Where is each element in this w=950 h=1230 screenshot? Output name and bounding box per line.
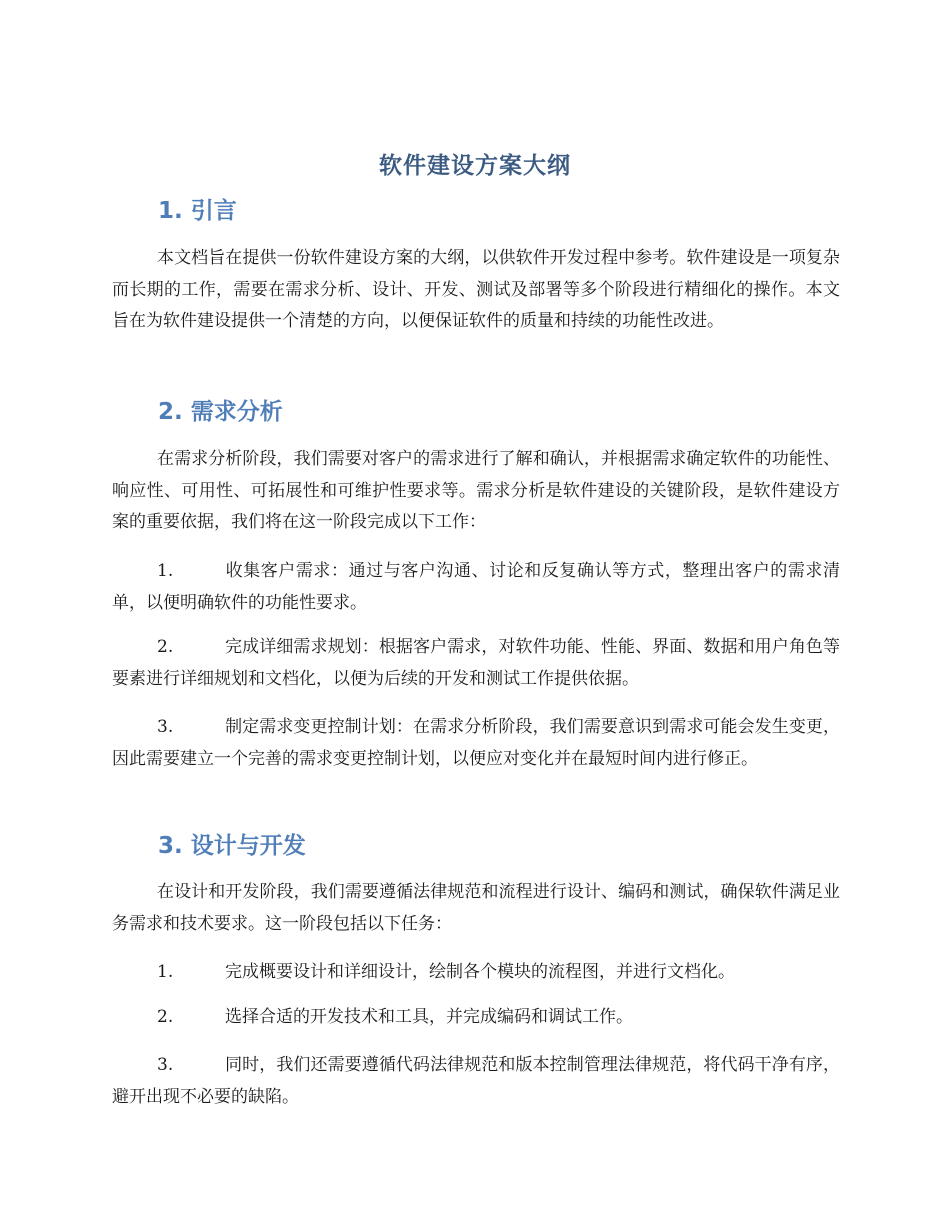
list-item-text: 选择合适的开发技术和工具，并完成编码和调试工作。 xyxy=(225,1007,633,1027)
section-heading-introduction: 1. 引言 xyxy=(158,198,237,224)
list-item-number: 1. xyxy=(157,962,174,982)
list-item-text: 收集客户需求：通过与客户沟通、讨论和反复确认等方式，整理出客户的需求清单，以便明确软件的功能性要求。 xyxy=(112,561,840,613)
document-title: 软件建设方案大纲 xyxy=(379,153,571,179)
list-item-text: 完成概要设计和详细设计，绘制各个模块的流程图，并进行文档化。 xyxy=(225,962,735,982)
list-item-number: 2. xyxy=(157,1007,174,1027)
list-item-text: 完成详细需求规划：根据客户需求，对软件功能、性能、界面、数据和用户角色等要素进行详细规划和文档化，以便为后续的开发和测试工作提供依据。 xyxy=(112,637,840,689)
list-item-number: 2. xyxy=(157,637,174,657)
section-paragraph-design-development: 在设计和开发阶段，我们需要遵循法律规范和流程进行设计、编码和测试，确保软件满足业务需求和技术要求。这一阶段包括以下任务： xyxy=(112,882,840,934)
list-item xyxy=(112,1050,840,1113)
list-item-text: 同时，我们还需要遵循代码法律规范和版本控制管理法律规范，将代码干净有序，避开出现不必要的缺陷。 xyxy=(112,1055,840,1107)
section-paragraph-requirements: 在需求分析阶段，我们需要对客户的需求进行了解和确认，并根据需求确定软件的功能性、响应性、可用性、可拓展性和可维护性要求等。需求分析是软件建设的关键阶段，是软件建设方案的重要依据，我们将在这一阶段完成以下工作： xyxy=(112,449,840,532)
section-heading-design-development: 3. 设计与开发 xyxy=(158,833,306,859)
list-item-number: 3. xyxy=(157,717,174,737)
list-item-text: 制定需求变更控制计划：在需求分析阶段，我们需要意识到需求可能会发生变更，因此需要建立一个完善的需求变更控制计划，以便应对变化并在最短时间内进行修正。 xyxy=(112,717,840,769)
section-paragraph-introduction: 本文档旨在提供一份软件建设方案的大纲，以供软件开发过程中参考。软件建设是一项复杂而长期的工作，需要在需求分析、设计、开发、测试及部署等多个阶段进行精细化的操作。本文旨在为软件建设提供一个清楚的方向，以便保证软件的质量和持续的功能性改进。 xyxy=(112,248,840,331)
list-item xyxy=(112,1002,840,1034)
list-item xyxy=(112,632,840,695)
list-item xyxy=(112,957,840,989)
list-item-number: 3. xyxy=(157,1055,174,1075)
list-item xyxy=(112,712,840,775)
list-item xyxy=(112,556,840,619)
section-heading-requirements: 2. 需求分析 xyxy=(158,399,283,425)
list-item-number: 1. xyxy=(157,561,174,581)
